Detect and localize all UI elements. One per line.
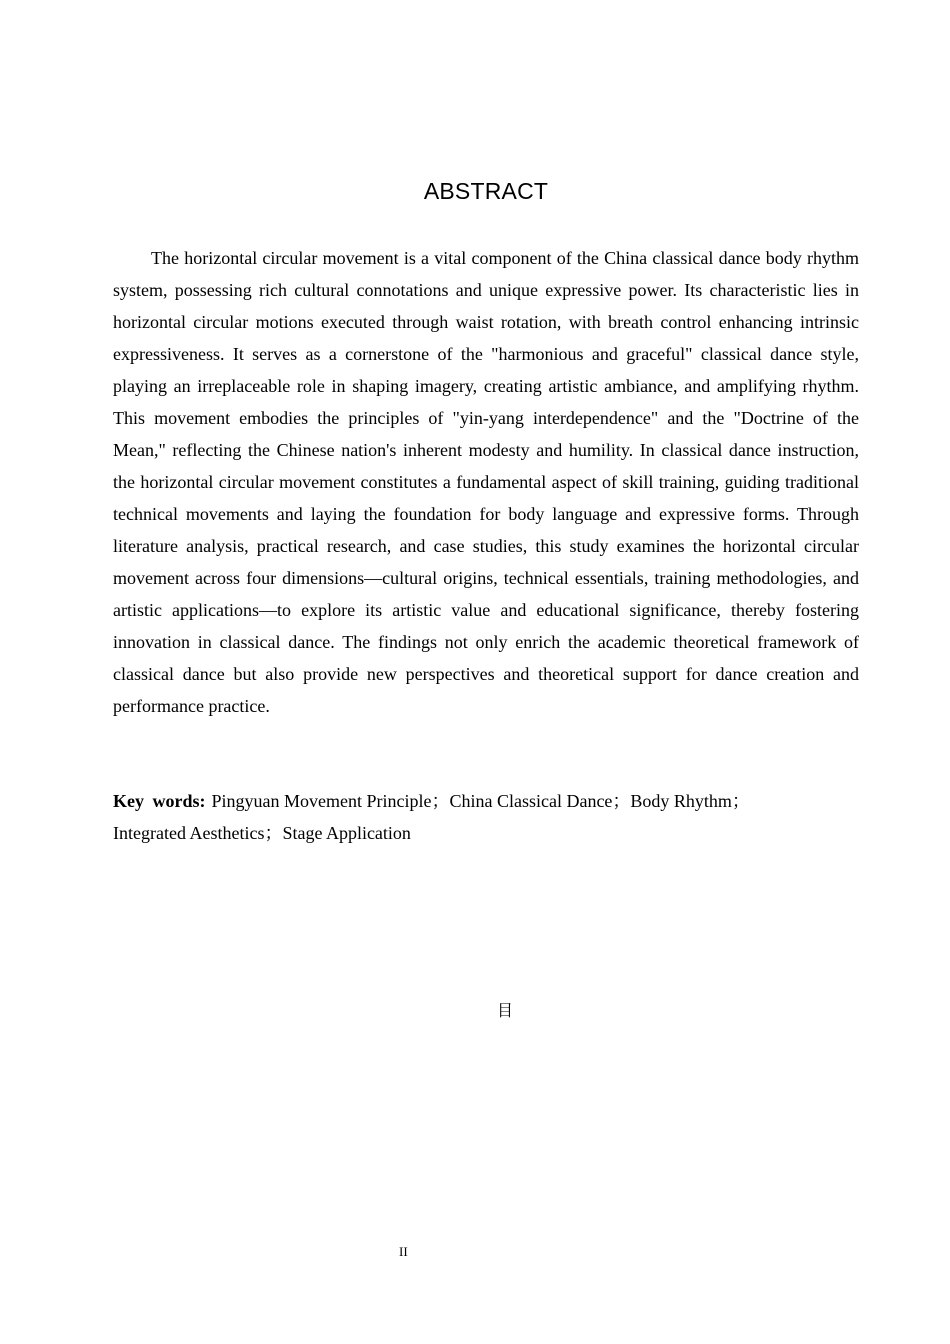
- abstract-body: The horizontal circular movement is a vital component of the China classical dance body rhythm system, possessing rich cultural connotations and unique expressive power. Its characteristic lies in horizontal circular motions executed through waist rotation, with breath control enhancing intrinsic expressiveness. It serves as a cornerstone of the "harmonious and graceful" classical dance style, playing an irreplaceable role in shaping imagery, creating artistic ambiance, and amplifying rhythm. This movement embodies the principles of "yin-yang interdependence" and the "Doctrine of the Mean," reflecting the Chinese nation's inherent modesty and humility. In classical dance instruction, the horizontal circular movement constitutes a fundamental aspect of skill training, guiding traditional technical movements and laying the foundation for body language and expressive forms. Through literature analysis, practical research, and case studies, this study examines the horizontal circular movement across four dimensions—cultural origins, technical essentials, training methodologies, and artistic applications—to explore its artistic value and educational significance, thereby fostering innovation in classical dance. The findings not only enrich the academic theoretical framework of classical dance but also provide new perspectives and theoretical support for dance creation and performance practice.: [113, 248, 859, 716]
- keywords-label: Key words:: [113, 791, 206, 811]
- abstract-title: ABSTRACT: [423, 178, 549, 204]
- keywords-line-2: Integrated Aesthetics；Stage Application: [113, 823, 411, 843]
- keywords-section: [113, 785, 813, 849]
- toc-heading-fragment: 目: [497, 1001, 514, 1020]
- keywords-line-1: Pingyuan Movement Principle；China Classical Dance；Body Rhythm；: [211, 791, 750, 811]
- page-number: II: [399, 1244, 408, 1259]
